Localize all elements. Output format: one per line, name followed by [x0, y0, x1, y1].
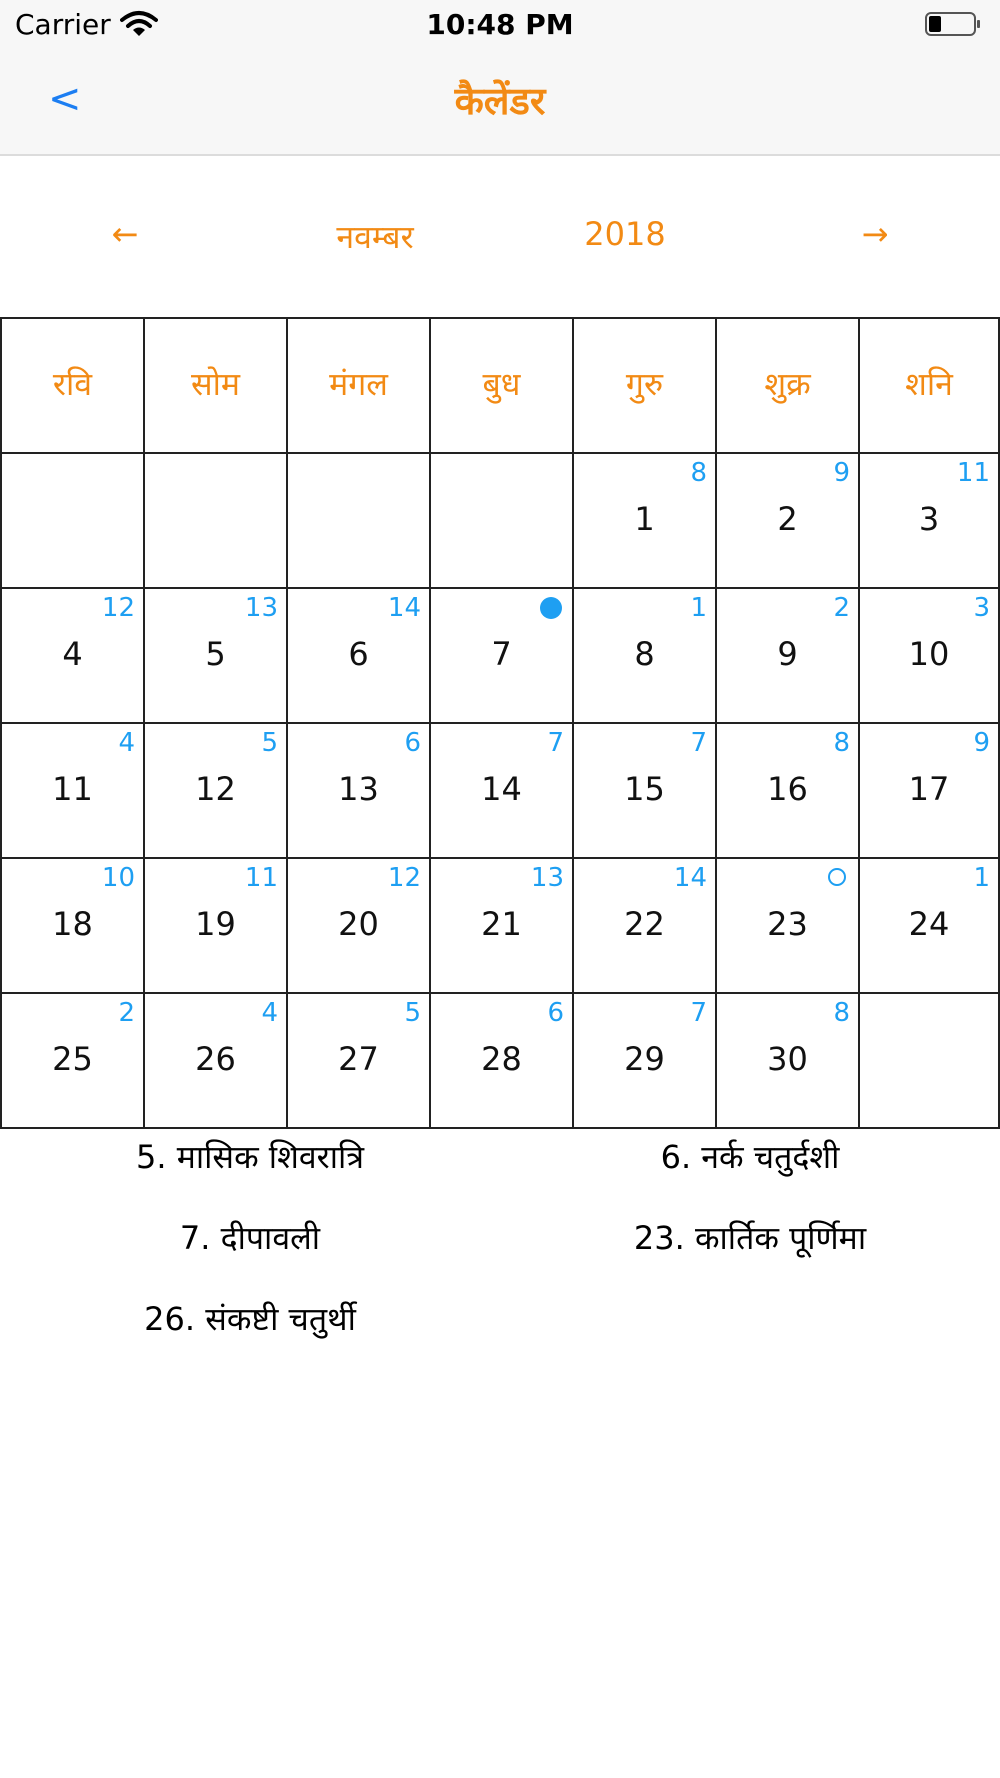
day-number: 19	[195, 905, 236, 943]
day-cell	[2, 454, 145, 589]
day-number: 12	[195, 770, 236, 808]
tithi-number: 14	[387, 593, 421, 623]
day-number: 21	[481, 905, 522, 943]
day-cell[interactable]	[145, 994, 288, 1129]
day-cell[interactable]	[574, 589, 717, 724]
weekday-4: गुरु	[574, 319, 717, 454]
day-cell[interactable]	[717, 454, 860, 589]
back-button[interactable]: <	[48, 76, 82, 122]
day-number: 4	[62, 635, 83, 673]
day-number: 20	[338, 905, 379, 943]
weekday-0: रवि	[2, 319, 145, 454]
day-cell[interactable]	[288, 589, 431, 724]
day-number: 23	[767, 905, 808, 943]
day-number: 24	[908, 905, 950, 943]
previous-month-button[interactable]: ←	[111, 215, 139, 253]
day-cell[interactable]	[2, 859, 145, 994]
event-item: 26. संकष्टी चतुर्थी	[144, 1300, 356, 1338]
day-cell[interactable]	[288, 859, 431, 994]
tithi-number: 10	[101, 863, 135, 893]
day-number: 26	[195, 1040, 236, 1078]
tithi-number: 2	[118, 998, 135, 1028]
weekday-header-row	[2, 319, 1000, 454]
tithi-number: 13	[244, 593, 278, 623]
tithi-number: 11	[244, 863, 278, 893]
carrier-label: Carrier	[15, 8, 111, 41]
day-cell[interactable]	[717, 994, 860, 1129]
day-number: 25	[52, 1040, 93, 1078]
tithi-number: 9	[833, 458, 850, 488]
tithi-number: 6	[547, 998, 564, 1028]
tithi-number: 12	[101, 593, 135, 623]
tithi-number: 8	[833, 998, 850, 1028]
day-cell[interactable]	[717, 589, 860, 724]
tithi-number: 2	[833, 593, 850, 623]
day-cell	[860, 994, 1000, 1129]
day-cell[interactable]	[145, 724, 288, 859]
calendar-grid	[0, 317, 1000, 1129]
day-cell[interactable]	[860, 454, 1000, 589]
weekday-6: शनि	[860, 319, 1000, 454]
tithi-number: 1	[690, 593, 707, 623]
new-moon-icon	[540, 597, 562, 619]
tithi-number: 6	[404, 728, 421, 758]
week-row	[2, 589, 1000, 724]
battery-icon	[925, 12, 981, 36]
day-number: 13	[338, 770, 379, 808]
day-number: 18	[52, 905, 93, 943]
day-number: 1	[634, 500, 655, 538]
day-number: 17	[908, 770, 950, 808]
tithi-number: 4	[261, 998, 278, 1028]
day-number: 27	[338, 1040, 379, 1078]
tithi-number: 1	[973, 863, 990, 893]
weekday-1: सोम	[145, 319, 288, 454]
weekday-3: बुध	[431, 319, 574, 454]
day-cell[interactable]	[574, 724, 717, 859]
tithi-number: 12	[387, 863, 421, 893]
day-cell[interactable]	[574, 994, 717, 1129]
day-cell[interactable]	[145, 589, 288, 724]
day-cell[interactable]	[431, 589, 574, 724]
tithi-number: 14	[673, 863, 707, 893]
tithi-number: 3	[973, 593, 990, 623]
week-row	[2, 724, 1000, 859]
day-cell[interactable]	[431, 859, 574, 994]
day-number: 10	[908, 635, 950, 673]
tithi-number: 5	[261, 728, 278, 758]
tithi-number: 7	[690, 998, 707, 1028]
day-number: 28	[481, 1040, 522, 1078]
tithi-number: 8	[833, 728, 850, 758]
tithi-number: 9	[973, 728, 990, 758]
day-cell[interactable]	[717, 724, 860, 859]
day-cell[interactable]	[288, 724, 431, 859]
day-number: 5	[205, 635, 226, 673]
day-number: 29	[624, 1040, 665, 1078]
event-item: 6. नर्क चतुर्दशी	[660, 1138, 840, 1176]
tithi-number: 4	[118, 728, 135, 758]
day-cell	[145, 454, 288, 589]
day-cell	[288, 454, 431, 589]
day-number: 2	[777, 500, 798, 538]
full-moon-icon	[828, 868, 846, 886]
day-cell[interactable]	[574, 454, 717, 589]
event-item: 23. कार्तिक पूर्णिमा	[633, 1219, 867, 1257]
tithi-number: 5	[404, 998, 421, 1028]
day-number: 22	[624, 905, 665, 943]
day-cell[interactable]	[574, 859, 717, 994]
day-cell[interactable]	[431, 994, 574, 1129]
day-cell[interactable]	[145, 859, 288, 994]
page-title: कैलेंडर	[454, 79, 546, 123]
day-number: 7	[491, 635, 512, 673]
day-number: 14	[481, 770, 522, 808]
next-month-button[interactable]: →	[861, 215, 889, 253]
day-cell	[431, 454, 574, 589]
event-item: 5. मासिक शिवरात्रि	[136, 1138, 364, 1176]
month-selector	[0, 205, 1000, 265]
status-bar	[0, 0, 1000, 50]
tithi-number: 8	[690, 458, 707, 488]
month-label[interactable]: नवम्बर	[336, 218, 414, 256]
day-number: 8	[634, 635, 655, 673]
navigation-bar	[0, 50, 1000, 156]
day-number: 6	[348, 635, 369, 673]
clock: 10:48 PM	[426, 8, 574, 41]
day-number: 30	[767, 1040, 808, 1078]
tithi-number: 7	[547, 728, 564, 758]
day-number: 16	[767, 770, 808, 808]
day-number: 15	[624, 770, 665, 808]
day-cell[interactable]	[717, 859, 860, 994]
week-row	[2, 859, 1000, 994]
week-row	[2, 994, 1000, 1129]
day-cell[interactable]	[860, 859, 1000, 994]
tithi-number: 7	[690, 728, 707, 758]
day-cell[interactable]	[431, 724, 574, 859]
day-cell[interactable]	[860, 724, 1000, 859]
weekday-2: मंगल	[288, 319, 431, 454]
day-number: 9	[777, 635, 798, 673]
day-number: 11	[52, 770, 93, 808]
day-cell[interactable]	[288, 994, 431, 1129]
day-cell[interactable]	[2, 994, 145, 1129]
week-row	[2, 454, 1000, 589]
day-number: 3	[918, 500, 940, 538]
weekday-5: शुक्र	[717, 319, 860, 454]
day-cell[interactable]	[2, 724, 145, 859]
day-cell[interactable]	[860, 589, 1000, 724]
tithi-number: 11	[956, 458, 990, 488]
day-cell[interactable]	[2, 589, 145, 724]
event-item: 7. दीपावली	[179, 1219, 321, 1257]
tithi-number: 13	[530, 863, 564, 893]
year-label[interactable]: 2018	[584, 215, 666, 253]
